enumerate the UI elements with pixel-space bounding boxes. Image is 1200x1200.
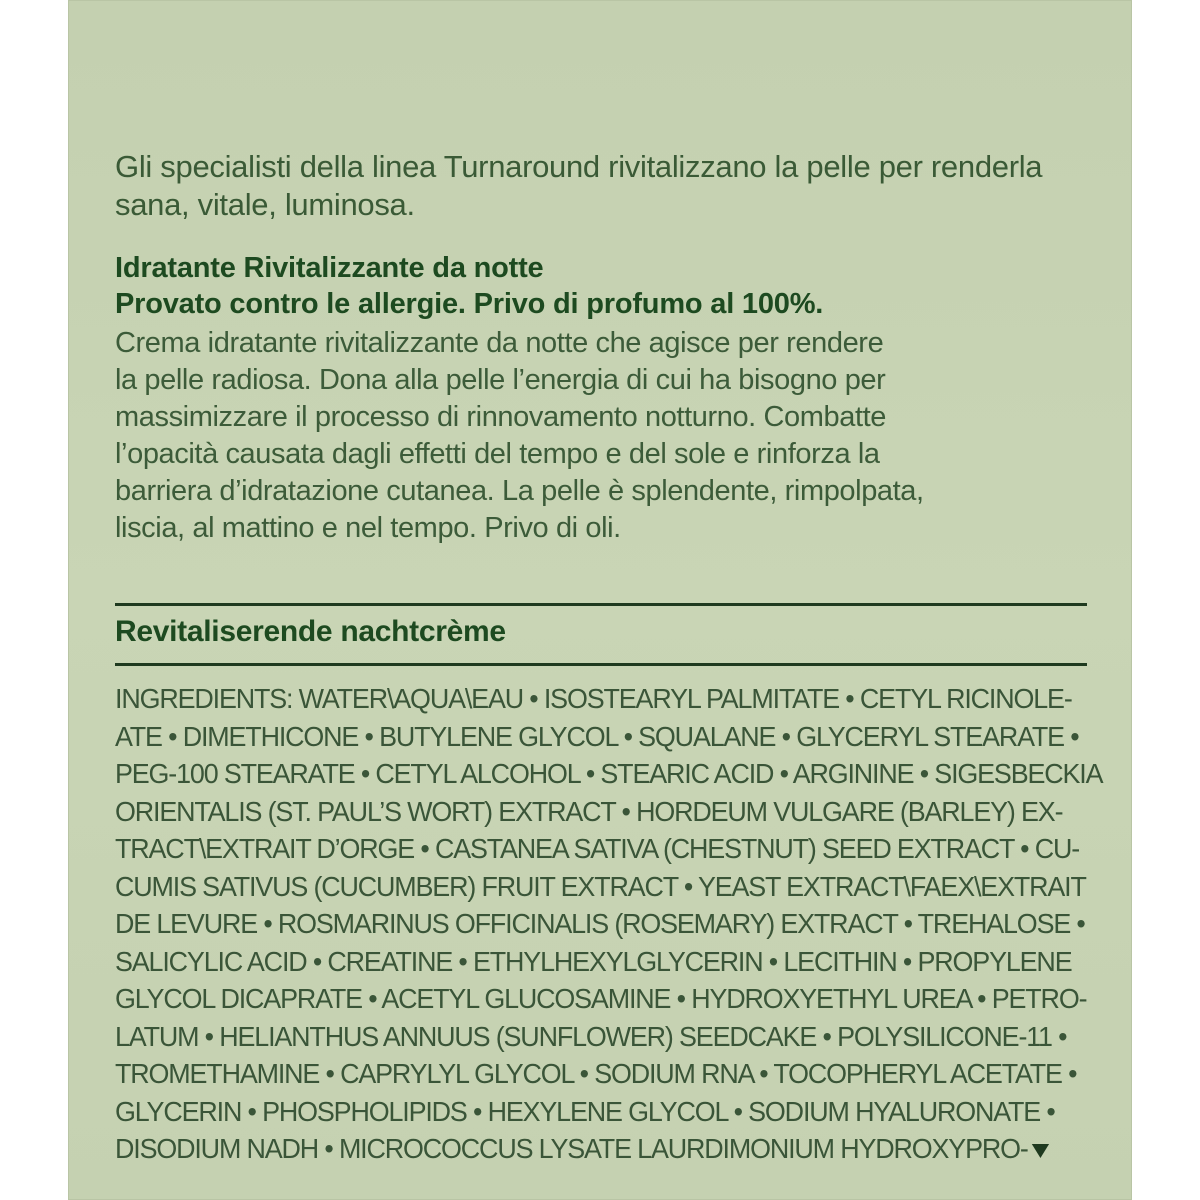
intro-line: sana, vitale, luminosa. [115,187,415,222]
ingredients-line: GLYCERIN • PHOSPHOLIPIDS • HEXYLENE GLYCOL • SODIUM HYALURONATE • [115,1095,1055,1127]
ingredients-line: PEG-100 STEARATE • CETYL ALCOHOL • STEARIC ACID • ARGININE • SIGESBECKIA [115,758,1103,789]
divider-bottom [115,663,1087,666]
intro-line: Gli specialisti della linea Turnaround rivitalizzano la pelle per renderla [115,149,1043,184]
description-line: Crema idratante rivitalizzante da notte che agisce per rendere [115,327,884,359]
ingredients-last-line [115,1130,1051,1168]
ingredients-line: ORIENTALIS (ST. PAUL’S WORT) EXTRACT • HORDEUM VULGARE (BARLEY) EX- [115,795,1063,827]
description-line: la pelle radiosa. Dona alla pelle l’energia di cui ha bisogno per [115,364,886,396]
dutch-product-title: Revitaliserende nachtcrème [115,615,506,648]
ingredients-line: SALICYLIC ACID • CREATINE • ETHYLHEXYLGLYCERIN • LECITHIN • PROPYLENE [115,945,1072,977]
description-line: barriera d’idratazione cutanea. La pelle è splendente, rimpolpata, [115,475,924,507]
ingredients-line: TRACT\EXTRAIT D’ORGE • CASTANEA SATIVA (CHESTNUT) SEED EXTRACT • CU- [115,833,1080,864]
divider-top [115,603,1087,606]
product-description [115,325,1095,547]
ingredients-line-text: DISODIUM NADH • MICROCOCCUS LYSATE LAURDIMONIUM HYDROXYPRO- [115,1133,1028,1164]
ingredients-line: ATE • DIMETHICONE • BUTYLENE GLYCOL • SQUALANE • GLYCERYL STEARATE • [115,720,1079,752]
ingredients-line: DE LEVURE • ROSMARINUS OFFICINALIS (ROSEMARY) EXTRACT • TREHALOSE • [115,908,1085,939]
ingredients-line: LATUM • HELIANTHUS ANNUUS (SUNFLOWER) SEEDCAKE • POLYSILICONE-11 • [115,1020,1067,1052]
continue-arrow-icon [1032,1144,1049,1158]
text-block [115,140,1095,547]
product-claim: Provato contro le allergie. Privo di profumo al 100%. [115,288,824,320]
ingredients-line: CUMIS SATIVUS (CUCUMBER) FRUIT EXTRACT • YEAST EXTRACT\FAEX\EXTRAIT [115,870,1086,902]
description-line: liscia, al mattino e nel tempo. Privo di oli. [115,512,621,544]
intro-text [115,148,1095,224]
ingredients-line: INGREDIENTS: WATER\AQUA\EAU • ISOSTEARYL PALMITATE • CETYL RICINOLE- [115,683,1072,714]
description-line: massimizzare il processo di rinnovamento notturno. Combatte [115,401,887,433]
product-title: Idratante Rivitalizzante da notte [115,252,544,284]
description-line: l’opacità causata dagli effetti del tempo e del sole e rinforza la [115,438,880,470]
ingredients-line: TROMETHAMINE • CAPRYLYL GLYCOL • SODIUM RNA • TOCOPHERYL ACETATE • [115,1058,1077,1089]
ingredients-line: GLYCOL DICAPRATE • ACETYL GLUCOSAMINE • HYDROXYETHYL UREA • PETRO- [115,983,1087,1014]
ingredients-list [115,680,1103,1168]
